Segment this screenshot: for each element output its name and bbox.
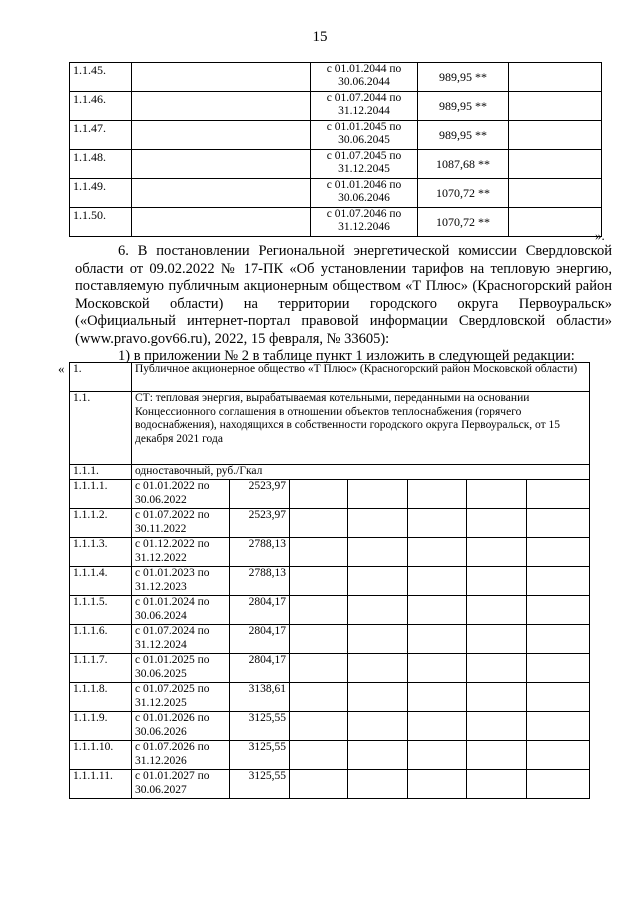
- row-period: с 01.07.2024 по 31.12.2024: [132, 625, 230, 654]
- row-period: с 01.07.2025 по 31.12.2025: [132, 683, 230, 712]
- tariff-table-new: [69, 362, 590, 799]
- empty-cell: [290, 567, 348, 596]
- row-period: с 01.12.2022 по 31.12.2022: [132, 538, 230, 567]
- closing-quote: ».: [595, 228, 605, 243]
- row-num: 1.1.1.9.: [70, 712, 132, 741]
- row-num: 1.1.1.4.: [70, 567, 132, 596]
- empty-cell: [348, 770, 408, 799]
- empty-cell: [290, 480, 348, 509]
- table-row: [70, 509, 590, 538]
- empty-cell: [290, 654, 348, 683]
- empty-cell: [408, 509, 467, 538]
- org-header-row: [70, 363, 590, 392]
- row-value: 1070,72 **: [418, 208, 509, 237]
- row-value: 3125,55: [230, 770, 290, 799]
- empty-cell: [527, 654, 590, 683]
- row-value: 3138,61: [230, 683, 290, 712]
- table-row: [70, 567, 590, 596]
- section-num: 1.1.: [70, 392, 132, 465]
- empty-cell: [348, 654, 408, 683]
- empty-cell: [348, 625, 408, 654]
- table-row: [70, 208, 602, 237]
- table-row: [70, 712, 590, 741]
- row-num: 1.1.46.: [70, 92, 132, 121]
- row-num: 1.1.49.: [70, 179, 132, 208]
- row-period: с 01.01.2044 по 30.06.2044: [311, 63, 418, 92]
- empty-cell: [290, 712, 348, 741]
- table-row: [70, 596, 590, 625]
- empty-cell: [509, 92, 602, 121]
- row-num: 1.1.1.8.: [70, 683, 132, 712]
- tariff-table-continuation: [69, 62, 602, 237]
- empty-cell: [408, 654, 467, 683]
- empty-cell: [527, 770, 590, 799]
- subsection-text: одноставочный, руб./Гкал: [132, 465, 590, 480]
- row-value: 3125,55: [230, 741, 290, 770]
- empty-cell: [467, 596, 527, 625]
- row-value: 989,95 **: [418, 92, 509, 121]
- row-value: 2804,17: [230, 596, 290, 625]
- empty-cell: [467, 770, 527, 799]
- empty-cell: [132, 63, 311, 92]
- empty-cell: [467, 741, 527, 770]
- row-num: 1.1.1.10.: [70, 741, 132, 770]
- empty-cell: [290, 741, 348, 770]
- row-period: с 01.01.2025 по 30.06.2025: [132, 654, 230, 683]
- empty-cell: [290, 509, 348, 538]
- empty-cell: [527, 480, 590, 509]
- row-num: 1.1.1.3.: [70, 538, 132, 567]
- empty-cell: [467, 538, 527, 567]
- row-value: 2804,17: [230, 654, 290, 683]
- row-value: 989,95 **: [418, 63, 509, 92]
- empty-cell: [290, 625, 348, 654]
- empty-cell: [348, 538, 408, 567]
- empty-cell: [408, 596, 467, 625]
- paragraph-6: 6. В постановлении Региональной энергетической комиссии Свердловской области от 09.02.2022 № 17-ПК «Об установлении тарифов на тепловую энергию, поставляемую публичным акционерным обществом «Т Плюс» (Красногорский район Московской области) на территории городского округа Первоуральск» («Официальный интернет-портал правовой информации Свердловской области» (www.pravo.gov66.ru), 2022, 15 февраля, № 33605):: [75, 243, 612, 347]
- row-num: 1.1.1.6.: [70, 625, 132, 654]
- empty-cell: [132, 179, 311, 208]
- empty-cell: [290, 538, 348, 567]
- row-period: с 01.07.2046 по 31.12.2046: [311, 208, 418, 237]
- row-num: 1.1.48.: [70, 150, 132, 179]
- row-value: 2523,97: [230, 480, 290, 509]
- empty-cell: [348, 683, 408, 712]
- empty-cell: [290, 683, 348, 712]
- row-period: с 01.07.2045 по 31.12.2045: [311, 150, 418, 179]
- row-value: 1070,72 **: [418, 179, 509, 208]
- empty-cell: [527, 625, 590, 654]
- row-num: 1.1.47.: [70, 121, 132, 150]
- empty-cell: [509, 208, 602, 237]
- empty-cell: [467, 712, 527, 741]
- subitem-1: 1) в приложении № 2 в таблице пункт 1 изложить в следующей редакции:: [118, 348, 575, 364]
- table-row: [70, 121, 602, 150]
- empty-cell: [509, 179, 602, 208]
- row-value: 2804,17: [230, 625, 290, 654]
- empty-cell: [408, 480, 467, 509]
- row-period: с 01.07.2044 по 31.12.2044: [311, 92, 418, 121]
- empty-cell: [290, 596, 348, 625]
- row-value: 989,95 **: [418, 121, 509, 150]
- page-number: 15: [312, 29, 328, 45]
- empty-cell: [467, 625, 527, 654]
- empty-cell: [527, 538, 590, 567]
- empty-cell: [527, 509, 590, 538]
- org-num: 1.: [70, 363, 132, 392]
- row-period: с 01.01.2024 по 30.06.2024: [132, 596, 230, 625]
- row-period: с 01.01.2026 по 30.06.2026: [132, 712, 230, 741]
- table-row: [70, 770, 590, 799]
- empty-cell: [408, 712, 467, 741]
- row-period: с 01.07.2026 по 31.12.2026: [132, 741, 230, 770]
- empty-cell: [408, 567, 467, 596]
- empty-cell: [348, 480, 408, 509]
- empty-cell: [467, 567, 527, 596]
- row-value: 1087,68 **: [418, 150, 509, 179]
- empty-cell: [348, 712, 408, 741]
- subsection-num: 1.1.1.: [70, 465, 132, 480]
- empty-cell: [348, 567, 408, 596]
- section-text: СТ: тепловая энергия, вырабатываемая котельными, переданными на основании Концессионного соглашения в отношении объектов теплоснабжения (горячего водоснабжения), находящихся в собственности городского округа Первоуральск, от 15 декабря 2021 года: [132, 392, 590, 465]
- org-name: Публичное акционерное общество «Т Плюс» (Красногорский район Московской области): [132, 363, 590, 392]
- table-row: [70, 179, 602, 208]
- empty-cell: [408, 683, 467, 712]
- empty-cell: [467, 683, 527, 712]
- section-row: [70, 392, 590, 465]
- table-row: [70, 625, 590, 654]
- row-value: 2523,97: [230, 509, 290, 538]
- row-period: с 01.07.2022 по 30.11.2022: [132, 509, 230, 538]
- empty-cell: [348, 741, 408, 770]
- empty-cell: [132, 92, 311, 121]
- empty-cell: [290, 770, 348, 799]
- row-num: 1.1.50.: [70, 208, 132, 237]
- row-period: с 01.01.2046 по 30.06.2046: [311, 179, 418, 208]
- row-num: 1.1.1.5.: [70, 596, 132, 625]
- table-row: [70, 654, 590, 683]
- row-num: 1.1.1.7.: [70, 654, 132, 683]
- table-row: [70, 480, 590, 509]
- row-num: 1.1.45.: [70, 63, 132, 92]
- empty-cell: [348, 596, 408, 625]
- table-row: [70, 683, 590, 712]
- empty-cell: [132, 150, 311, 179]
- empty-cell: [348, 509, 408, 538]
- empty-cell: [132, 208, 311, 237]
- empty-cell: [408, 538, 467, 567]
- table-row: [70, 150, 602, 179]
- row-value: 2788,13: [230, 538, 290, 567]
- empty-cell: [408, 770, 467, 799]
- row-period: с 01.01.2045 по 30.06.2045: [311, 121, 418, 150]
- table-row: [70, 63, 602, 92]
- row-period: с 01.01.2027 по 30.06.2027: [132, 770, 230, 799]
- table-row: [70, 92, 602, 121]
- empty-cell: [527, 683, 590, 712]
- empty-cell: [509, 63, 602, 92]
- opening-quote: «: [58, 361, 65, 376]
- empty-cell: [527, 741, 590, 770]
- subsection-row: [70, 465, 590, 480]
- empty-cell: [467, 509, 527, 538]
- row-period: с 01.01.2022 по 30.06.2022: [132, 480, 230, 509]
- empty-cell: [132, 121, 311, 150]
- row-period: с 01.01.2023 по 31.12.2023: [132, 567, 230, 596]
- row-value: 3125,55: [230, 712, 290, 741]
- row-num: 1.1.1.1.: [70, 480, 132, 509]
- empty-cell: [527, 712, 590, 741]
- table-row: [70, 538, 590, 567]
- empty-cell: [509, 150, 602, 179]
- row-num: 1.1.1.11.: [70, 770, 132, 799]
- empty-cell: [408, 741, 467, 770]
- row-num: 1.1.1.2.: [70, 509, 132, 538]
- empty-cell: [527, 567, 590, 596]
- empty-cell: [467, 654, 527, 683]
- empty-cell: [509, 121, 602, 150]
- empty-cell: [467, 480, 527, 509]
- empty-cell: [408, 625, 467, 654]
- empty-cell: [527, 596, 590, 625]
- row-value: 2788,13: [230, 567, 290, 596]
- table-row: [70, 741, 590, 770]
